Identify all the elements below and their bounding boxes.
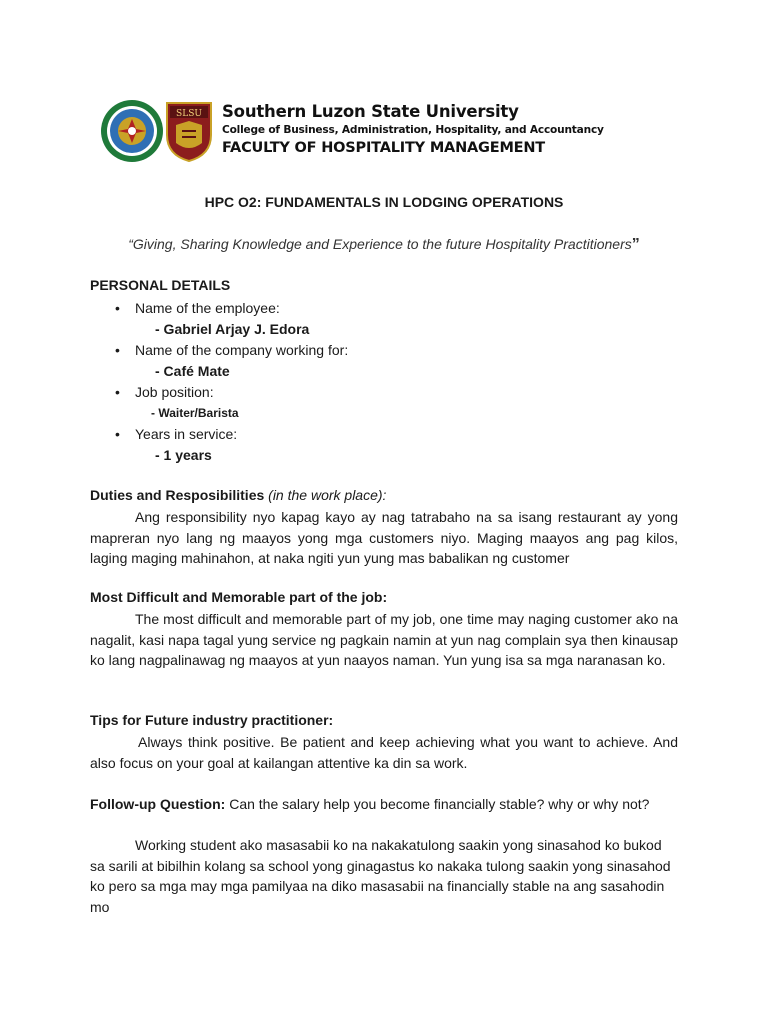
motto-open-quote: “ — [128, 236, 133, 252]
letterhead — [98, 96, 682, 170]
duties-heading: Duties and Resposibilities — [90, 487, 265, 503]
personal-details-heading: PERSONAL DETAILS — [90, 277, 231, 293]
crest-text: SLSU — [176, 109, 202, 119]
personal-details-list — [90, 298, 678, 466]
followup-question: Can the salary help you become financially stable? why or why not? — [229, 796, 650, 812]
years-in-service-value: - 1 years — [155, 447, 212, 463]
difficult-paragraph — [90, 609, 678, 671]
university-seal-icon — [100, 99, 164, 163]
employee-name-value: - Gabriel Arjay J. Edora — [155, 321, 310, 337]
duties-text: Ang responsibility nyo kapag kayo ay nag tatrabaho na sa isang restaurant ay yong mapreran nyo lang ng maayos yong mga customers niyo. Maging maayos ang pag kilos, laging maging mahinahon, at naka ngiti yun yung mas babalikan ng customer — [90, 509, 678, 566]
followup-answer-paragraph — [90, 835, 678, 917]
bullet-icon: • — [115, 426, 120, 442]
motto — [90, 236, 678, 254]
employee-name-label: Name of the employee: — [135, 300, 280, 316]
followup-heading: Follow-up Question: — [90, 796, 226, 812]
bullet-icon: • — [115, 342, 120, 358]
company-label: Name of the company working for: — [135, 342, 349, 358]
bullet-icon: • — [115, 384, 120, 400]
job-position-label: Job position: — [135, 384, 214, 400]
list-item — [90, 382, 678, 403]
slsu-crest-icon — [164, 99, 214, 163]
tips-text: Always think positive. Be patient and keep achieving what you want to achieve. And also focus on your goal at kailangan attentive ka din sa work. — [90, 734, 678, 771]
list-item — [90, 340, 678, 361]
faculty-name: FACULTY OF HOSPITALITY MANAGEMENT — [222, 140, 545, 156]
university-name: Southern Luzon State University — [222, 102, 519, 121]
tips-paragraph — [90, 732, 678, 773]
list-item — [90, 298, 678, 319]
tips-heading: Tips for Future industry practitioner: — [90, 712, 334, 728]
duties-heading-line — [90, 487, 386, 503]
bullet-icon: • — [115, 300, 120, 316]
motto-text: Giving, Sharing Knowledge and Experience to the future Hospitality Practitioners — [132, 236, 632, 252]
years-in-service-label: Years in service: — [135, 426, 238, 442]
duties-paragraph — [90, 507, 678, 569]
list-item — [90, 424, 678, 445]
course-title: HPC O2: FUNDAMENTALS IN LODGING OPERATIONS — [204, 194, 564, 210]
job-position-value: - Waiter/Barista — [151, 406, 239, 420]
difficult-heading: Most Difficult and Memorable part of the job: — [90, 589, 388, 605]
company-value: - Café Mate — [155, 363, 230, 379]
difficult-text: The most difficult and memorable part of my job, one time may naging customer ako na nagalit, kasi napa tagal yung service ng pagkain namin at yun nag complain sya then kinausap ko lang nagpalinawag ng maayos at yun naayos naman. Yun yung isa sa mga naranasan ko. — [90, 611, 678, 668]
followup-answer: Working student ako masasabii ko na nakakatulong saakin yong sinasahod ko bukod sa sarili at bibilhin kolang sa school yong ginagastus ko nakaka tulong saakin yong sinasahod ko pero sa mga may mga pamilyaa na diko masasabii na financially stable na ang sasahodin mo — [90, 837, 671, 915]
college-name: College of Business, Administration, Hospitality, and Accountancy — [222, 124, 604, 136]
followup-question-paragraph — [90, 794, 678, 815]
duties-note: (in the work place): — [268, 487, 387, 503]
motto-close-quote: ” — [631, 236, 640, 253]
